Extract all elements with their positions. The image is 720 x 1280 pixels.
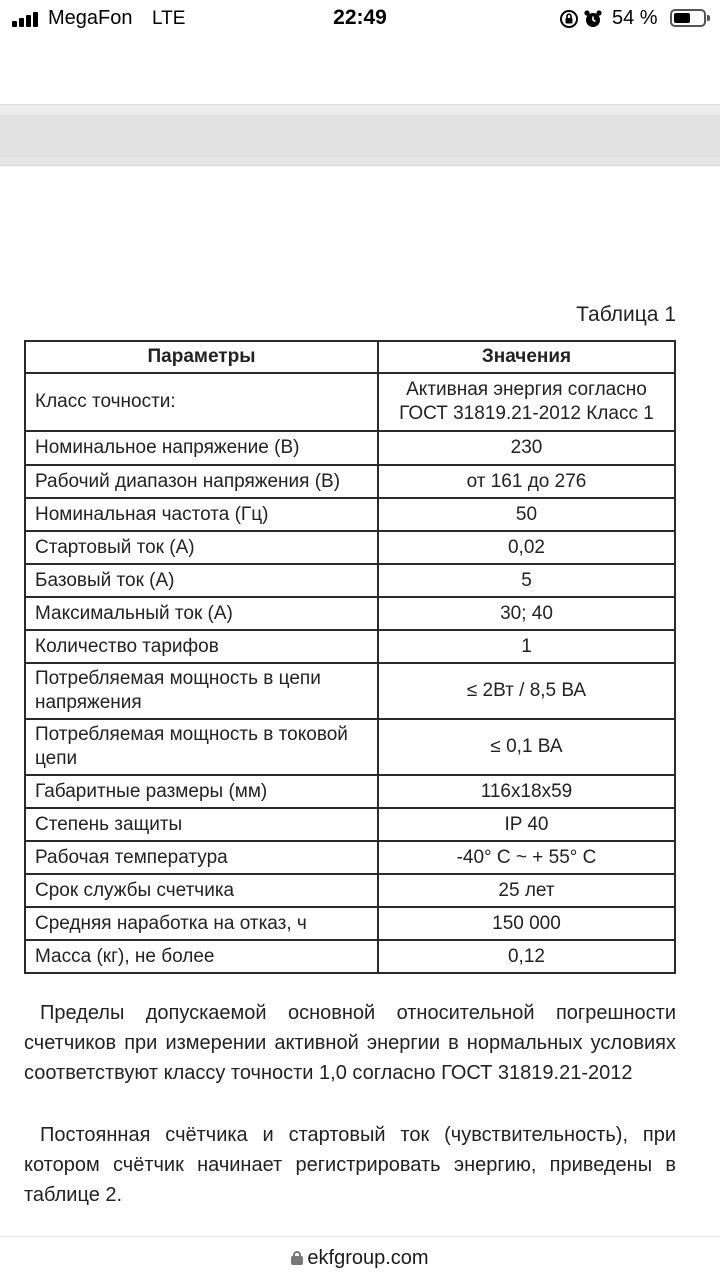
browser-top-area <box>0 36 720 104</box>
row-value: 0,02 <box>378 531 675 564</box>
row-parameter: Потребляемая мощность в токовой цепи <box>25 719 378 775</box>
battery-icon <box>670 9 706 27</box>
row-parameter: Базовый ток (А) <box>25 564 378 597</box>
header-parameters: Параметры <box>25 341 378 373</box>
table-row <box>25 373 675 431</box>
alarm-icon <box>584 10 601 27</box>
table-row <box>25 465 675 498</box>
browser-url-bar[interactable] <box>0 1236 720 1280</box>
row-value: 230 <box>378 431 675 465</box>
row-parameter: Номинальное напряжение (В) <box>25 431 378 465</box>
row-value: ≤ 0,1 ВА <box>378 719 675 775</box>
row-value: Активная энергия согласно ГОСТ 31819.21-2012 Класс 1 <box>378 373 675 431</box>
table-caption: Таблица 1 <box>576 303 676 326</box>
status-time: 22:49 <box>333 6 387 29</box>
table-row <box>25 498 675 531</box>
row-parameter: Рабочая температура <box>25 841 378 874</box>
row-parameter: Масса (кг), не более <box>25 940 378 973</box>
row-value: -40° С ~ + 55° С <box>378 841 675 874</box>
row-parameter: Срок службы счетчика <box>25 874 378 907</box>
pdf-toolbar-band <box>0 104 720 166</box>
header-values: Значения <box>378 341 675 373</box>
row-parameter: Максимальный ток (А) <box>25 597 378 630</box>
row-value: 0,12 <box>378 940 675 973</box>
table-row <box>25 663 675 719</box>
row-parameter: Количество тарифов <box>25 630 378 663</box>
status-bar <box>0 0 720 36</box>
paragraph-constant: Постоянная счётчика и стартовый ток (чувствительность), при котором счётчик начинает регистрировать энергию, приведены в таблице 2. <box>24 1124 676 1206</box>
row-value: 116х18х59 <box>378 775 675 808</box>
carrier-name: MegaFon <box>48 7 133 29</box>
table-row <box>25 431 675 465</box>
row-parameter: Потребляемая мощность в цепи напряжения <box>25 663 378 719</box>
row-value: 30; 40 <box>378 597 675 630</box>
row-parameter: Номинальная частота (Гц) <box>25 498 378 531</box>
table-row <box>25 907 675 940</box>
row-parameter: Средняя наработка на отказ, ч <box>25 907 378 940</box>
status-icons <box>558 8 606 30</box>
row-value: 1 <box>378 630 675 663</box>
row-value: 5 <box>378 564 675 597</box>
table-row <box>25 874 675 907</box>
row-value: 50 <box>378 498 675 531</box>
battery-percent: 54 % <box>612 7 658 29</box>
spec-table <box>24 340 676 974</box>
table-row <box>25 531 675 564</box>
table-row <box>25 564 675 597</box>
battery-level <box>674 13 690 23</box>
row-parameter: Класс точности: <box>25 373 378 431</box>
table-row <box>25 841 675 874</box>
row-parameter: Габаритные размеры (мм) <box>25 775 378 808</box>
document-page <box>0 166 720 1236</box>
table-row <box>25 940 675 973</box>
lock-icon <box>291 1251 303 1265</box>
row-value: 150 000 <box>378 907 675 940</box>
network-type: LTE <box>152 8 186 29</box>
table-row <box>25 597 675 630</box>
row-parameter: Степень защиты <box>25 808 378 841</box>
table-header-row <box>25 341 675 373</box>
row-parameter: Стартовый ток (А) <box>25 531 378 564</box>
table-row <box>25 808 675 841</box>
table-row <box>25 775 675 808</box>
url-text[interactable]: ekfgroup.com <box>307 1247 429 1269</box>
paragraph-accuracy: Пределы допускаемой основной относительной погрешности счетчиков при измерении активной энергии в нормальных условиях соответствуют классу точности 1,0 согласно ГОСТ 31819.21-2012 <box>24 1002 676 1084</box>
row-parameter: Рабочий диапазон напряжения (В) <box>25 465 378 498</box>
table-row <box>25 630 675 663</box>
table-row <box>25 719 675 775</box>
row-value: от 161 до 276 <box>378 465 675 498</box>
orientation-lock-icon <box>561 11 577 27</box>
row-value: ≤ 2Вт / 8,5 ВА <box>378 663 675 719</box>
row-value: IP 40 <box>378 808 675 841</box>
row-value: 25 лет <box>378 874 675 907</box>
